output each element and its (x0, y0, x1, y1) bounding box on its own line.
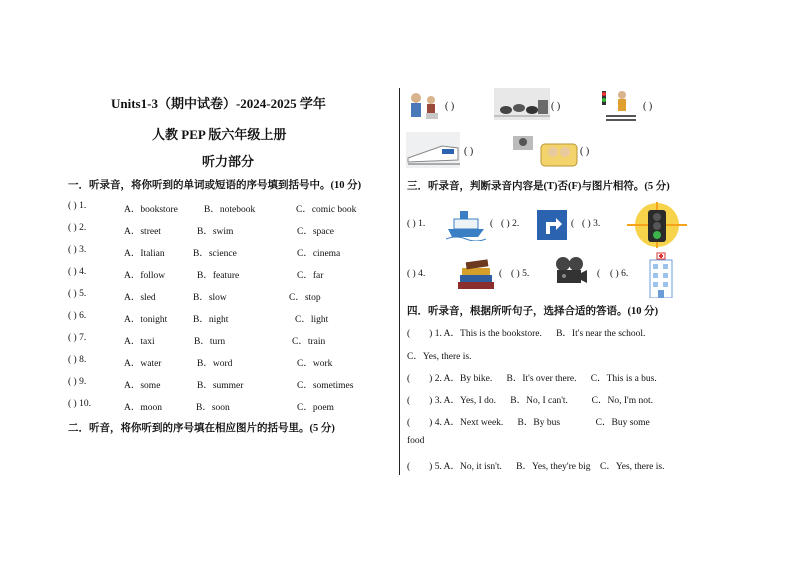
s1-item-option-a: A．tonight (124, 315, 168, 325)
s1-item-answer-2[interactable]: ( ) 2. (68, 223, 87, 233)
s1-item-option-c: C．train (292, 337, 326, 347)
s4-continuation-line: food (407, 436, 425, 446)
s1-item-option-b: B．feature (197, 271, 240, 281)
s1-item-option-b: B．swim (197, 227, 234, 237)
ship-icon (446, 205, 486, 246)
section2-heading: 二．听音，将你听到的序号填在相应图片的括号里。(5 分) (68, 423, 335, 434)
s1-item-answer-8[interactable]: ( ) 8. (68, 355, 87, 365)
s4-question-line[interactable]: ( ) 1. A．This is the bookstore. B．It's near the school. (407, 329, 646, 339)
section4-heading: 四．听录音，根据所听句子，选择合适的答语。(10 分) (407, 306, 659, 317)
traffic-light-icon (625, 202, 689, 253)
s1-item-option-c: C．sometimes (297, 381, 354, 391)
s1-item-option-c: C．cinema (297, 249, 341, 259)
page-title: Units1-3（期中试卷）-2024-2025 学年 (111, 96, 326, 111)
s1-item-option-b: B．notebook (204, 205, 256, 215)
part-title: 听力部分 (202, 154, 255, 169)
s1-item-option-a: A．taxi (124, 337, 155, 347)
s4-question-line[interactable]: ( ) 2. A．By bike. B．It's over there. C．This is a bus. (407, 374, 657, 384)
page-subtitle: 人教 PEP 版六年级上册 (152, 127, 287, 142)
s4-question-line[interactable]: ( ) 4. A．Next week. B．By bus C．Buy some (407, 418, 650, 428)
people-meeting-icon (406, 91, 440, 126)
s1-item-option-b: B．night (193, 315, 229, 325)
s1-item-answer-10[interactable]: ( ) 10. (68, 399, 91, 409)
s1-item-option-b: B．slow (193, 293, 227, 303)
s3-label-3[interactable]: ( ) 3. (582, 219, 601, 229)
s2-paren-1[interactable]: ( ) (445, 101, 455, 112)
s3-close-5: ( (597, 269, 601, 279)
s3-close-2: ( (571, 219, 575, 229)
s1-item-answer-9[interactable]: ( ) 9. (68, 377, 87, 387)
s1-item-option-a: A．bookstore (124, 205, 178, 215)
s2-paren-5[interactable]: ( ) (580, 146, 590, 157)
s1-item-option-b: B．science (193, 249, 237, 259)
s1-item-option-a: A．street (124, 227, 161, 237)
s1-item-option-b: B．word (197, 359, 233, 369)
s1-item-answer-3[interactable]: ( ) 3. (68, 245, 87, 255)
s1-item-option-c: C．work (297, 359, 333, 369)
family-bed-icon (513, 134, 579, 173)
s4-question-line[interactable]: ( ) 5. A．No, it isn't. B．Yes, they're big C．Yes, there is. (407, 462, 665, 472)
s3-label-2[interactable]: ( ) 2. (501, 219, 520, 229)
hospital-icon (648, 252, 674, 303)
s1-item-option-c: C．poem (297, 403, 334, 413)
s1-item-option-c: C．space (297, 227, 334, 237)
section3-heading: 三．听录音，判断录音内容是(T)否(F)与图片相符。(5 分) (407, 181, 670, 192)
dog-sled-icon (494, 88, 550, 125)
s3-close-1: ( (490, 219, 494, 229)
s1-item-answer-7[interactable]: ( ) 7. (68, 333, 87, 343)
column-divider (399, 88, 400, 475)
s1-item-option-b: B．turn (194, 337, 226, 347)
s1-item-option-a: A．Italian (124, 249, 165, 259)
section1-heading: 一．听录音，将你听到的单词或短语的序号填到括号中。(10 分) (68, 180, 362, 191)
s1-item-option-a: A．follow (124, 271, 166, 281)
right-turn-sign-icon (537, 210, 567, 245)
s2-paren-2[interactable]: ( ) (551, 101, 561, 112)
s1-item-option-c: C．stop (289, 293, 321, 303)
books-icon (456, 258, 498, 297)
s3-label-1[interactable]: ( ) 1. (407, 219, 426, 229)
s1-item-answer-6[interactable]: ( ) 6. (68, 311, 87, 321)
s3-close-4: ( (499, 269, 503, 279)
s2-paren-4[interactable]: ( ) (464, 146, 474, 157)
movie-camera-icon (552, 256, 588, 295)
s2-paren-3[interactable]: ( ) (643, 101, 653, 112)
s1-item-option-a: A．water (124, 359, 162, 369)
s1-item-option-c: C．light (295, 315, 329, 325)
s1-item-option-c: C．comic book (296, 205, 357, 215)
s4-continuation-line: C．Yes, there is. (407, 352, 472, 362)
s1-item-option-b: B．soon (196, 403, 230, 413)
train-icon (406, 132, 460, 173)
s4-question-line[interactable]: ( ) 3. A．Yes, I do. B．No, I can't. C．No, I'm not. (407, 396, 654, 406)
s1-item-answer-1[interactable]: ( ) 1. (68, 201, 87, 211)
s1-item-option-c: C．far (297, 271, 324, 281)
crosswalk-icon (600, 89, 640, 128)
s1-item-option-a: A．sled (124, 293, 156, 303)
s1-item-option-a: A．some (124, 381, 161, 391)
s3-label-6[interactable]: ( ) 6. (610, 269, 629, 279)
s3-label-5[interactable]: ( ) 5. (511, 269, 530, 279)
s3-label-4[interactable]: ( ) 4. (407, 269, 426, 279)
s1-item-answer-5[interactable]: ( ) 5. (68, 289, 87, 299)
s1-item-option-a: A．moon (124, 403, 163, 413)
s1-item-option-b: B．summer (197, 381, 244, 391)
s1-item-answer-4[interactable]: ( ) 4. (68, 267, 87, 277)
